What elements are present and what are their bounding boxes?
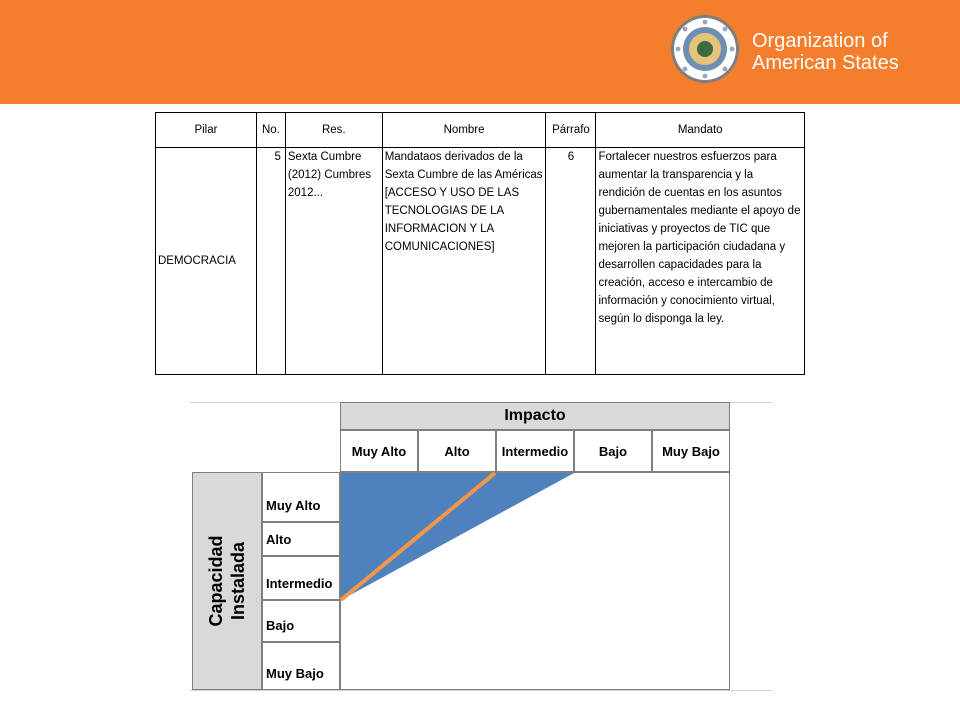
impact-col-intermedio: Intermedio	[496, 430, 574, 472]
column-header-pilar: Pilar	[156, 113, 257, 148]
column-header-no: No.	[256, 113, 285, 148]
organization-name: Organization of American States	[752, 30, 899, 74]
cell-nombre: Mandataos derivados de la Sexta Cumbre de las Américas [ACCESO Y USO DE LAS TECNOLOGIAS DE LA INFORMACION Y LA COMUNICACIONES]	[382, 148, 546, 375]
cell-mandato: Fortalecer nuestros esfuerzos para aumentar la transparencia y la rendición de cuentas en los asuntos gubernamentales mediante el apoyo de iniciativas y proyectos de TIC que mejoren la participación ciudadana y desarrollen capacidades para la creación, acceso e intercambio de información y conocimiento virtual, según lo disponga la ley.	[596, 148, 805, 375]
capacity-row-muy-bajo: Muy Bajo	[262, 642, 340, 690]
column-header-nombre: Nombre	[382, 113, 546, 148]
cell-res: Sexta Cumbre (2012) Cumbres 2012...	[285, 148, 382, 375]
capacity-row-bajo: Bajo	[262, 600, 340, 642]
capacity-row-alto: Alto	[262, 522, 340, 556]
matrix-body	[340, 472, 730, 690]
column-header-parrafo: Párrafo	[546, 113, 596, 148]
capacity-row-intermedio: Intermedio	[262, 556, 340, 600]
cell-pilar: DEMOCRACIA	[156, 148, 257, 375]
capacity-row-muy-alto: Muy Alto	[262, 472, 340, 522]
cell-parrafo: 6	[546, 148, 596, 375]
impacto-header: Impacto	[340, 402, 730, 430]
impact-col-alto: Alto	[418, 430, 496, 472]
cell-no: 5	[256, 148, 285, 375]
impact-col-muy-bajo: Muy Bajo	[652, 430, 730, 472]
capacidad-instalada-label: Capacidad Instalada	[206, 535, 248, 627]
impact-col-bajo: Bajo	[574, 430, 652, 472]
column-header-mandato: Mandato	[596, 113, 805, 148]
column-header-res: Res.	[285, 113, 382, 148]
impact-col-muy-alto: Muy Alto	[340, 430, 418, 472]
